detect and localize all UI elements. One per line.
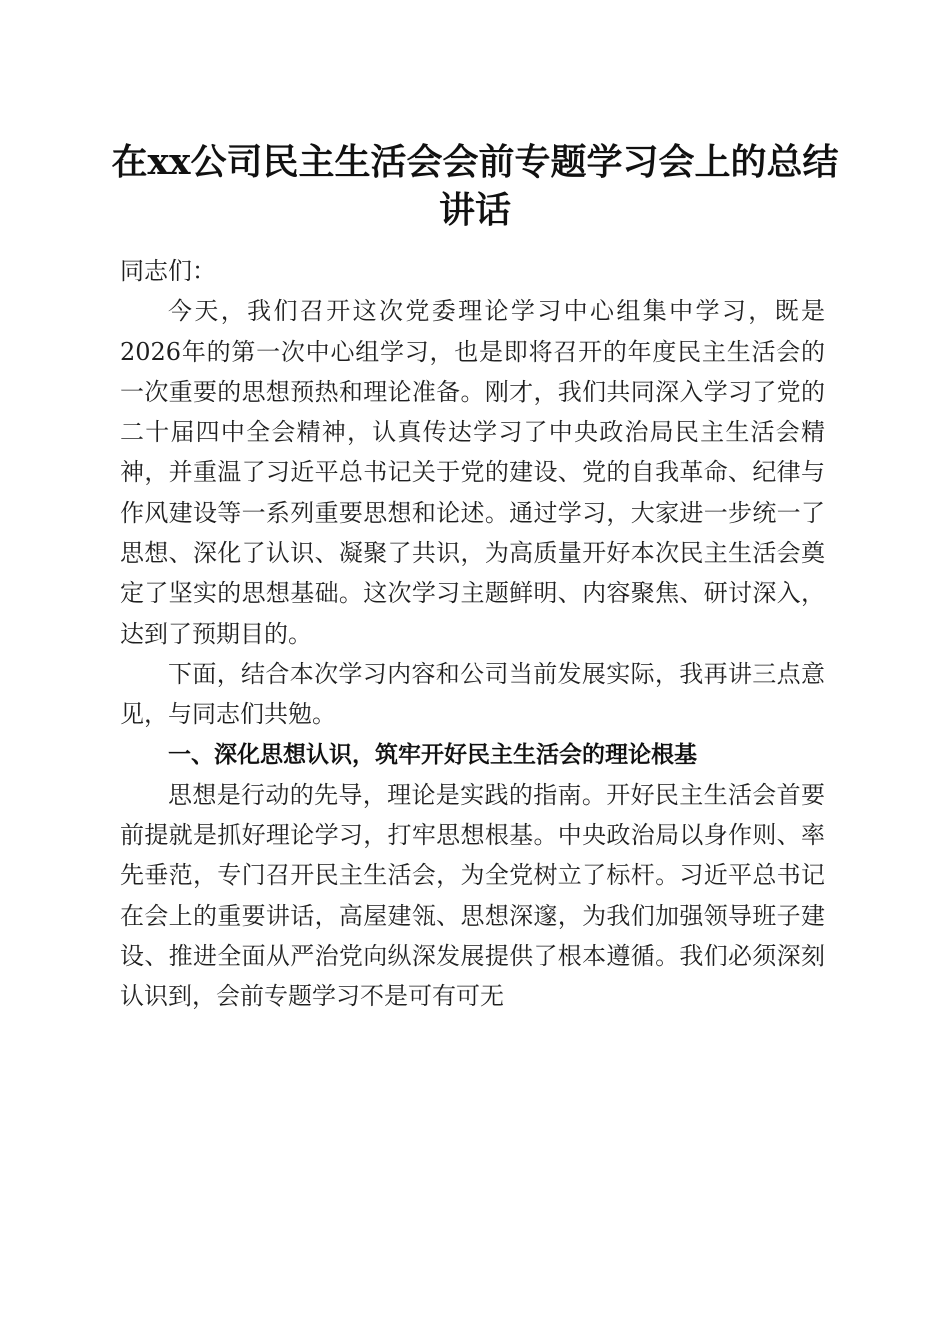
paragraph-opening: 今天，我们召开这次党委理论学习中心组集中学习，既是2026年的第一次中心组学习，也是即将召开的年度民主生活会的一次重要的思想预热和理论准备。刚才，我们共同深入学习了党的二十届四中全会精神，认真传达学习了中央政治局民主生活会精神，并重温了习近平总书记关于党的建设、党的自我革命、纪律与作风建设等一系列重要思想和论述。通过学习，大家进一步统一了思想、深化了认识、凝聚了共识，为高质量开好本次民主生活会奠定了坚实的思想基础。这次学习主题鲜明、内容聚焦、研讨深入，达到了预期目的。 [120, 297, 825, 648]
document-title: 在xx公司民主生活会会前专题学习会上的总结讲话 [111, 141, 839, 231]
paragraph-transition: 下面，结合本次学习内容和公司当前发展实际，我再讲三点意见，与同志们共勉。 [120, 659, 825, 729]
document-body [120, 251, 825, 1017]
salutation: 同志们： [120, 257, 216, 285]
section-paragraph: 思想是行动的先导，理论是实践的指南。开好民主生活会首要前提就是抓好理论学习，打牢思想根基。中央政治局以身作则、率先垂范，专门召开民主生活会，为全党树立了标杆。习近平总书记在会上的重要讲话，高屋建瓴、思想深邃，为我们加强领导班子建设、推进全面从严治党向纵深发展提供了根本遵循。我们必须深刻认识到，会前专题学习不是可有可无 [120, 780, 825, 1011]
section-heading: 一、深化思想认识，筑牢开好民主生活会的理论根基 [168, 741, 697, 768]
